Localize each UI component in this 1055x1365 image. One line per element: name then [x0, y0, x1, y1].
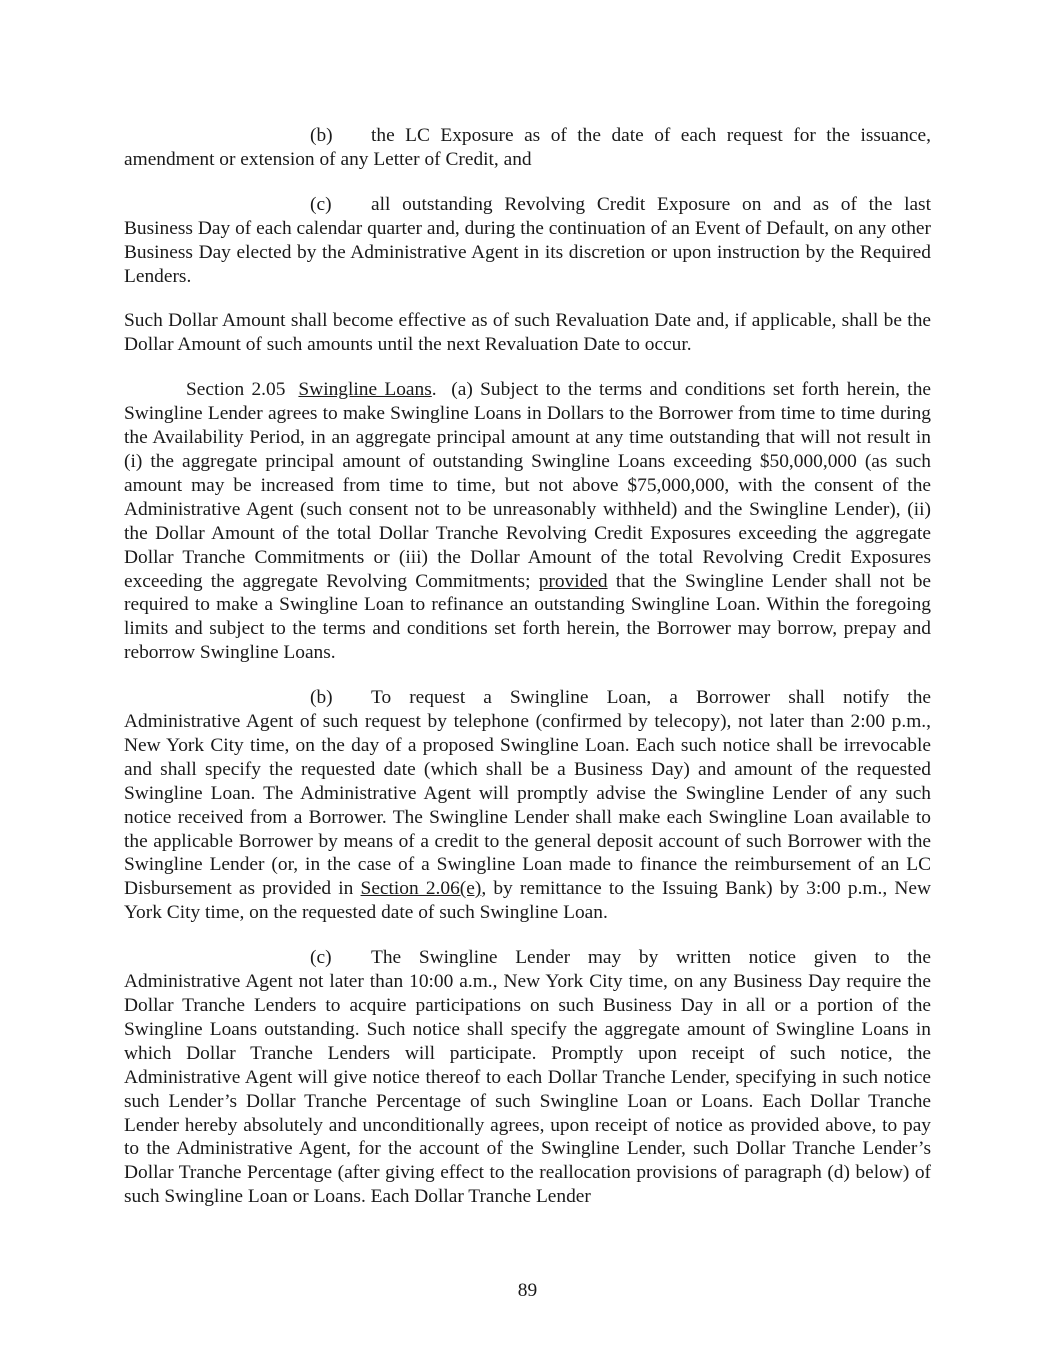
section-number: Section 2.05 [186, 379, 286, 401]
document-page [124, 124, 936, 1209]
paragraph-text: To request a Swingline Loan, a Borrower shall notify the Administrative Agent of such request by telephone (confirmed by telecopy), not later than 2:00 p.m., New York City time, on the day of a proposed Swingline Loan. Each such notice shall be irrevocable and shall specify the requested date (which shall be a Business Day) and amount of the requested Swingline Loan. The Administrative Agent will promptly advise the Swingline Lender of any such notice received from a Borrower. The Swingline Lender shall make each Swingline Loan available to the applicable Borrower by means of a credit to the general deposit account of such Borrower with the Swingline Lender (or, in the case of a Swingline Loan made to finance the reimbursement of an LC Disbursement as provided in [124, 687, 931, 900]
section-2-05-swingline-loans [124, 378, 936, 665]
provided-term: provided [538, 570, 608, 592]
paragraph-text: all outstanding Revolving Credit Exposure on and as of the last Business Day of each calendar quarter and, during the continuation of an Event of Default, on any other Business Day elected by the Administrative Agent in its discretion or upon instruction by the Required Lenders. [124, 193, 931, 287]
page-number: 89 [517, 1280, 538, 1301]
paragraph-c-participations [124, 946, 931, 1209]
section-reference: Section 2.06(e) [360, 878, 482, 900]
paragraph-text: The Swingline Lender may by written notice given to the Administrative Agent not later than 10:00 a.m., New York City time, on any Business Day require the Dollar Tranche Lenders to acquire participations on such Business Day in all or a portion of the Swingline Loans outstanding. Such notice shall specify the aggregate amount of Swingline Loans in which Dollar Tranche Lenders will participate. Promptly upon receipt of such notice, the Administrative Agent will give notice thereof to each Dollar Tranche Lender, specifying in such notice such Lender’s Dollar Tranche Percentage of such Swingline Loan or Loans. Each Dollar Tranche Lender hereby absolutely and unconditionally agrees, upon receipt of notice as provided above, to pay to the Administrative Agent, for the account of the Swingline Lender, such Dollar Tranche Lender’s Dollar Tranche Percentage (after giving effect to the reallocation provisions of paragraph (d) below) of such Swingline Loan or Loans. Each Dollar Tranche Lender [124, 947, 931, 1208]
paragraph-c-revolving-exposure [124, 193, 931, 289]
paragraph-b-lc-exposure [124, 124, 931, 172]
paragraph-label: (c) [310, 193, 332, 215]
paragraph-text: Such Dollar Amount shall become effective as of such Revaluation Date and, if applicable, shall be the Dollar Amount of such amounts until the next Revaluation Date to occur. [124, 310, 931, 356]
paragraph-text-continued: that the Swingline Lender shall not be required to make a Swingline Loan to refinance an outstanding Swingline Loan. Within the foregoing limits and subject to the terms and conditions set forth herein, the Borrower may borrow, prepay and reborrow Swingline Loans. [124, 570, 931, 664]
section-title: Swingline Loans [298, 379, 432, 401]
paragraph-label: (c) [310, 947, 332, 969]
paragraph-b-request-swingline [124, 686, 931, 925]
paragraph-label: (b) [310, 687, 333, 709]
paragraph-text: (a) Subject to the terms and conditions set forth herein, the Swingline Lender agrees to make Swingline Loans in Dollars to the Borrower from time to time during the Availability Period, in an aggregate principal amount at any time outstanding that will not result in (i) the aggregate principal amount of outstanding Swingline Loans exceeding $50,000,000 (as such amount may be increased from time to time, but not above $75,000,000, with the consent of the Administrative Agent (such consent not to be unreasonably withheld) and the Swingline Lender), (ii) the Dollar Amount of the total Dollar Tranche Revolving Credit Exposures exceeding the aggregate Dollar Tranche Commitments or (iii) the Dollar Amount of the total Revolving Credit Exposures exceeding the aggregate Revolving Commitments; [124, 379, 936, 592]
section-title-punct: . [431, 379, 437, 401]
paragraph-text: the LC Exposure as of the date of each request for the issuance, amendment or extension of any Letter of Credit, and [124, 125, 931, 170]
paragraph-label: (b) [310, 125, 333, 146]
paragraph-text-continued: , by remittance to the Issuing Bank) by 3:00 p.m., New York City time, on the requested date of such Swingline Loan. [124, 878, 931, 924]
paragraph-dollar-amount-effective [124, 309, 931, 357]
